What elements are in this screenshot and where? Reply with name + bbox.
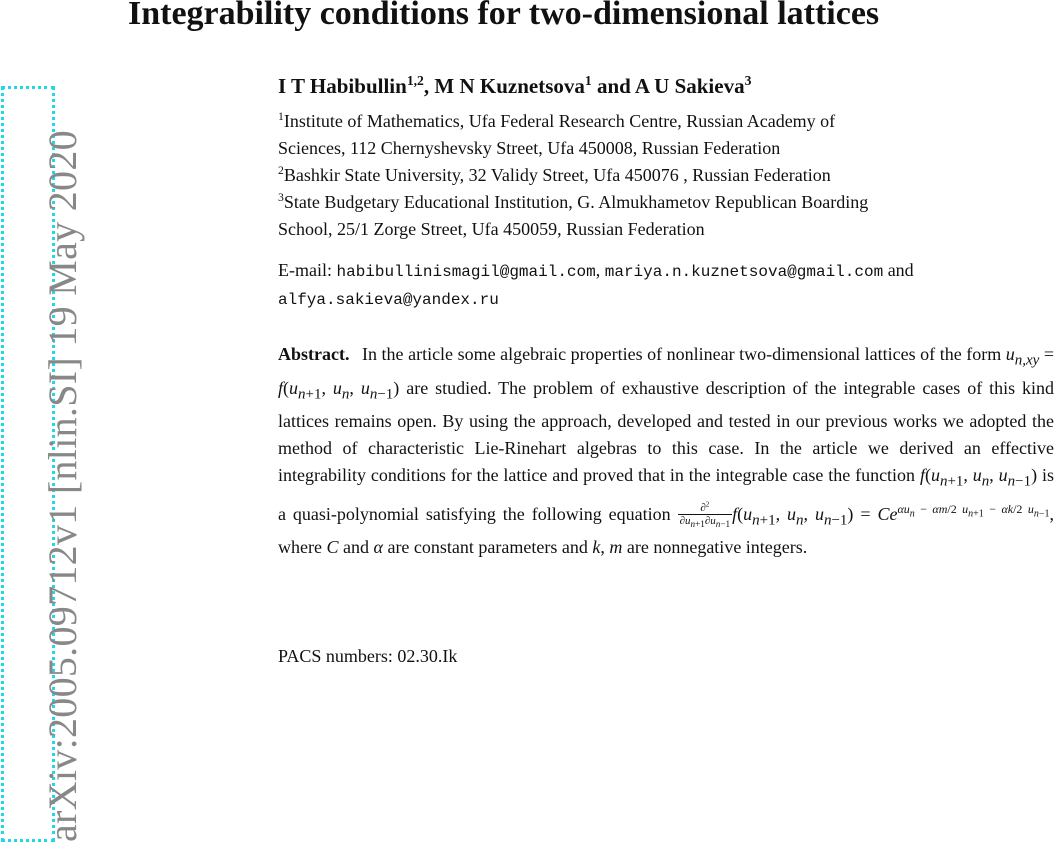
- affiliation-3-line-2: School, 25/1 Zorge Street, Ufa 450059, Russian Federation: [278, 219, 705, 239]
- affiliation-1-marker: 1: [278, 110, 284, 123]
- author-1-affil: 1,2: [406, 73, 424, 88]
- author-2: M N Kuznetsova: [434, 74, 585, 98]
- author-2-affil: 1: [584, 73, 592, 88]
- affiliation-1-line-2: Sciences, 112 Chernyshevsky Street, Ufa 450008, Russian Federation: [278, 138, 781, 158]
- abstract-text: , where: [278, 503, 1054, 558]
- paper-title: Integrability conditions for two-dimensional lattices: [128, 0, 880, 32]
- email-link-1[interactable]: habibullinismagil@gmail.com: [336, 263, 596, 281]
- affiliation-3-line-1: [278, 189, 868, 215]
- abstract: [278, 341, 1054, 561]
- affiliation-3-marker: 3: [278, 191, 284, 204]
- abstract-text: are constant parameters and: [387, 537, 588, 558]
- author-3: A U Sakieva: [634, 74, 745, 98]
- email-link-2[interactable]: mariya.n.kuznetsova@gmail.com: [604, 263, 884, 281]
- abstract-text: In the article some algebraic properties of nonlinear two-dimensional lattices of the form: [362, 344, 1002, 364]
- arxiv-identifier-stamp: arXiv:2005.09712v1 [nlin.SI] 19 May 2020: [40, 130, 85, 842]
- affiliation-1-text: Institute of Mathematics, Ufa Federal Research Centre, Russian Academy of: [283, 111, 836, 131]
- pacs-numbers: PACS numbers: 02.30.Ik: [278, 646, 458, 666]
- affiliation-2: [278, 162, 831, 188]
- author-list: [278, 74, 751, 99]
- author-separator: and: [591, 74, 635, 98]
- abstract-text: are studied. The problem of exhaustive description of the integrable cases of this kind lattices remains open. By using the approach, developed and tested in our previous works we adopted the method of characteristic Lie-Rinehart algebras to this case. In the article we derived an effective integrability conditions for the lattice and proved that in the integrable case the function: [278, 377, 1055, 486]
- lattice-equation: $u_{n,xy} = f(u_{n+1}$, $u_n$, $u_{n-1}$): [278, 344, 1055, 403]
- abstract-text: and: [343, 537, 369, 558]
- affiliation-1-line-1: [278, 108, 835, 134]
- author-3-affil: 3: [744, 73, 752, 88]
- author-1: I T Habibullin: [278, 74, 407, 98]
- abstract-text: are nonnegative integers.: [626, 537, 808, 558]
- abstract-text: is a quasi-polynomial satisfying the following equation: [278, 465, 1055, 524]
- quasi-polynomial-equation: $\frac{\partial^2}{\partial u_{n+1}\partial u_{n-1}}$ $f(u_{n+1}$, $u_n$, $u_{n-1}) = Ce^{\alpha u_n - \alpha m/2 u_{n+1} - \alpha k/2 u_{n-1}}$: [679, 499, 1050, 529]
- author-separator: ,: [423, 74, 435, 98]
- constant-alpha: α: [373, 537, 383, 558]
- affiliation-3-text: State Budgetary Educational Institution, G. Almukhametov Republican Boarding: [283, 192, 869, 212]
- email-link-3[interactable]: alfya.sakieva@yandex.ru: [278, 291, 499, 309]
- function-expression: $f(u_{n+1}$, $u_n$, $u_{n-1}$): [919, 465, 1038, 490]
- affiliation-2-marker: 2: [278, 164, 284, 177]
- abstract-label: Abstract.: [278, 344, 350, 364]
- email-separator: and: [883, 260, 914, 280]
- email-separator: ,: [595, 260, 605, 280]
- email-block: [278, 257, 914, 313]
- affiliation-2-text: Bashkir State University, 32 Validy Street, Ufa 450076 , Russian Federation: [283, 165, 831, 185]
- email-label: E-mail:: [278, 260, 337, 280]
- constant-c: C: [326, 537, 339, 558]
- integers-k-m: k, m: [592, 537, 623, 558]
